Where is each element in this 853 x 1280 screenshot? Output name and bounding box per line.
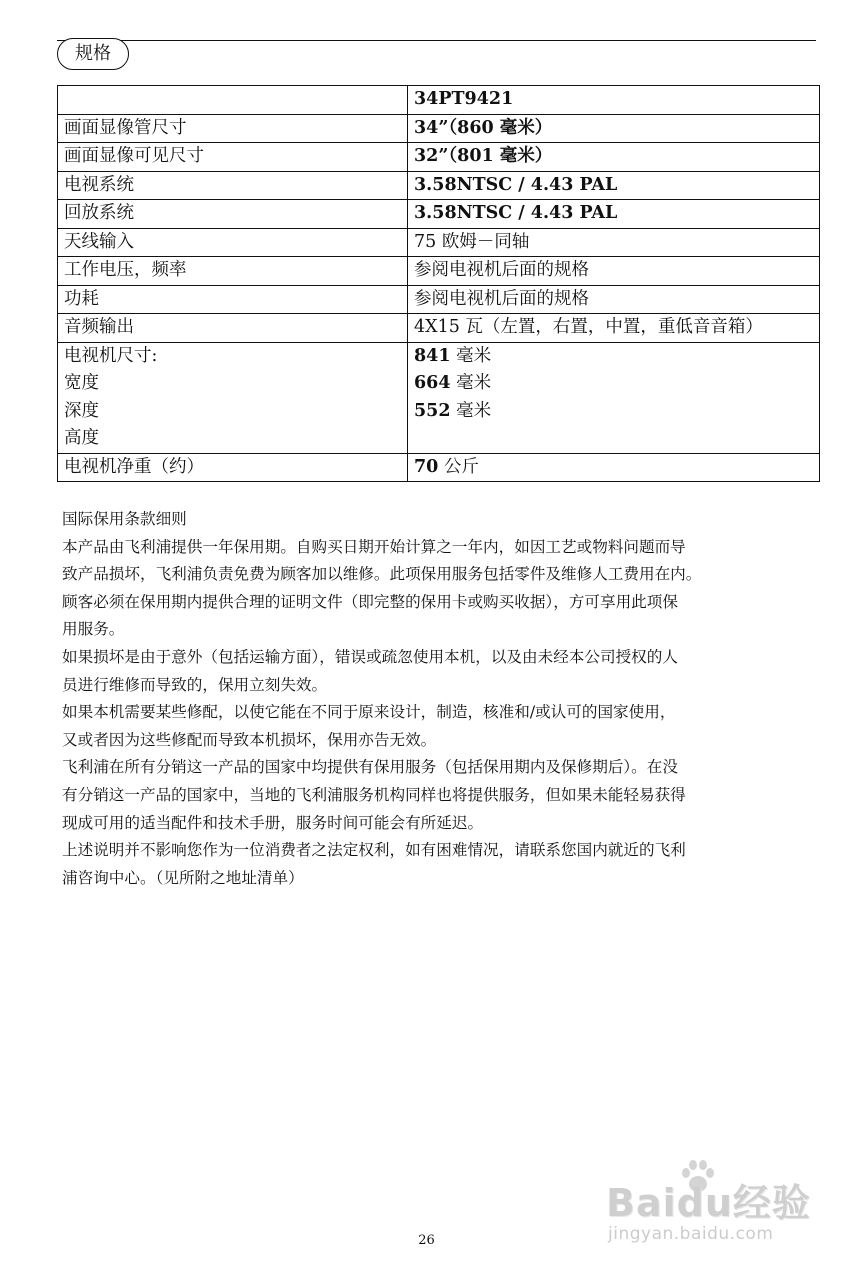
depth-value: 664 毫米 <box>414 373 492 393</box>
spec-label: 画面显像管尺寸 <box>58 114 408 143</box>
table-row <box>58 200 820 229</box>
table-header-row <box>58 86 820 115</box>
section-title: 规格 <box>57 38 129 70</box>
warranty-line: 有分销这一产品的国家中，当地的飞利浦服务机构同样也将提供服务，但如果未能轻易获得 <box>62 785 686 804</box>
table-row-dimensions <box>58 342 820 453</box>
width-label: 宽度 <box>64 373 99 393</box>
warranty-title: 国际保用条款细则 <box>62 510 187 528</box>
warranty-line: 现成可用的适当配件和技术手册，服务时间可能会有所延迟。 <box>62 813 484 832</box>
warranty-line: 如果损坏是由于意外（包括运输方面），错误或疏忽使用本机，以及由未经本公司授权的人 <box>62 647 678 666</box>
warranty-line: 飞利浦在所有分销这一产品的国家中均提供有保用服务（包括保用期内及保修期后）。在没 <box>62 758 678 777</box>
table-row <box>58 143 820 172</box>
watermark-brand: Baidu经验 <box>606 1181 811 1225</box>
spec-value: 32”（801 毫米） <box>408 143 820 172</box>
warranty-line: 如果本机需要某些修配，以使它能在不同于原来设计，制造，核准和/或认可的国家使用， <box>62 703 676 722</box>
spec-value: 34”（860 毫米） <box>408 114 820 143</box>
warranty-line: 浦咨询中心。（见所附之地址清单） <box>62 868 304 887</box>
width-value: 841 毫米 <box>414 345 492 366</box>
warranty-section <box>62 506 792 892</box>
warranty-line: 本产品由飞利浦提供一年保用期。自购买日期开始计算之一年内，如因工艺或物料问题而导 <box>62 537 686 556</box>
spec-value: 参阅电视机后面的规格 <box>408 257 820 286</box>
table-row <box>58 171 820 200</box>
table-row <box>58 314 820 343</box>
page-number: 26 <box>418 1233 435 1248</box>
height-label: 高度 <box>64 428 99 448</box>
dimensions-label: 电视机尺寸: <box>64 345 158 366</box>
header-rule <box>57 40 816 41</box>
spec-value: 3.58NTSC / 4.43 PAL <box>408 171 820 200</box>
spec-label: 音频输出 <box>58 314 408 343</box>
warranty-line: 用服务。 <box>62 620 125 639</box>
spec-value: 4X15 瓦（左置，右置，中置，重低音音箱） <box>408 314 820 343</box>
model-number: 34PT9421 <box>408 86 820 115</box>
table-cell-empty <box>58 86 408 115</box>
spec-value: 3.58NTSC / 4.43 PAL <box>408 200 820 229</box>
spec-value: 75 欧姆－同轴 <box>408 228 820 257</box>
spec-label: 回放系统 <box>58 200 408 229</box>
warranty-line: 又或者因为这些修配而导致本机损坏，保用亦告无效。 <box>62 730 437 749</box>
spec-table <box>57 85 820 482</box>
spec-value: 70 公斤 <box>408 453 820 482</box>
table-row <box>58 285 820 314</box>
height-value: 552 毫米 <box>414 400 492 421</box>
dimensions-values <box>408 342 820 453</box>
warranty-line: 顾客必须在保用期内提供合理的证明文件（即完整的保用卡或购买收据），方可享用此项保 <box>62 592 678 611</box>
spec-label: 工作电压，频率 <box>58 257 408 286</box>
spec-label: 画面显像可见尺寸 <box>58 143 408 172</box>
table-row <box>58 453 820 482</box>
spec-label: 天线输入 <box>58 228 408 257</box>
table-row <box>58 114 820 143</box>
spec-label: 功耗 <box>58 285 408 314</box>
spec-label: 电视系统 <box>58 171 408 200</box>
watermark-domain: jingyan.baidu.com <box>608 1224 774 1244</box>
warranty-line: 上述说明并不影响您作为一位消费者之法定权利，如有困难情况，请联系您国内就近的飞利 <box>62 841 686 860</box>
table-row <box>58 228 820 257</box>
warranty-line: 致产品损坏，飞利浦负责免费为顾客加以维修。此项保用服务包括零件及维修人工费用在内。 <box>62 565 702 584</box>
spec-label: 电视机净重（约） <box>58 453 408 482</box>
warranty-line: 员进行维修而导致的，保用立刻失效。 <box>62 675 328 694</box>
depth-label: 深度 <box>64 400 99 421</box>
dimensions-labels <box>58 342 408 453</box>
table-row <box>58 257 820 286</box>
spec-value: 参阅电视机后面的规格 <box>408 285 820 314</box>
